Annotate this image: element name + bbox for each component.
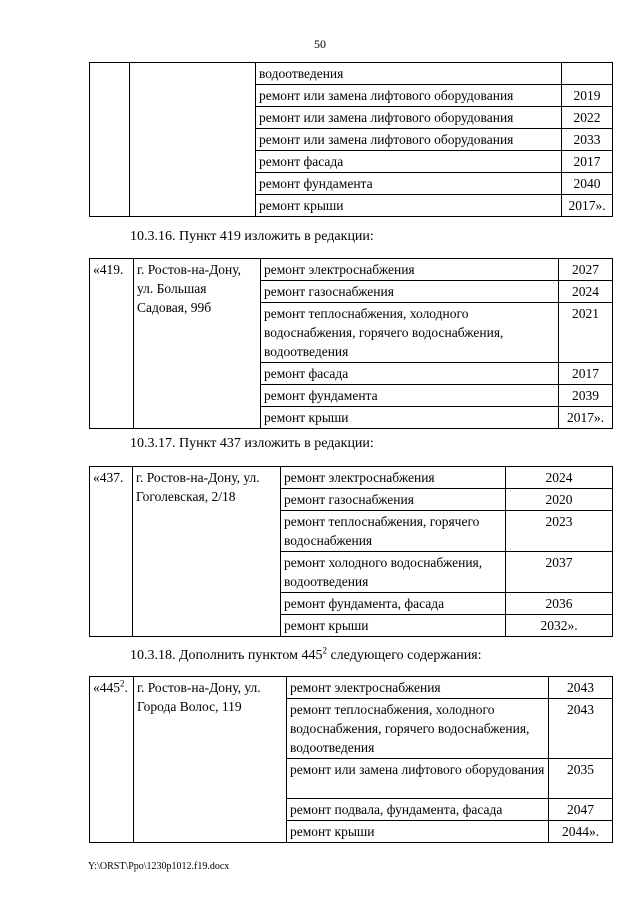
work-cell: ремонт фундамента <box>261 385 559 407</box>
work-cell: ремонт или замена лифтового оборудования <box>256 85 562 107</box>
work-cell: ремонт фасада <box>261 363 559 385</box>
work-cell: ремонт электроснабжения <box>261 259 559 281</box>
year-cell: 2021 <box>559 303 613 363</box>
work-cell: ремонт теплоснабжения, холодного водоснабжения, горячего водоснабжения, водоотведения <box>287 699 549 759</box>
item-number-text: «445 <box>93 680 120 695</box>
paragraph-10-3-17: 10.3.17. Пункт 437 изложить в редакции: <box>130 436 374 451</box>
work-cell: ремонт крыши <box>281 615 506 637</box>
work-cell: ремонт или замена лифтового оборудования <box>287 759 549 799</box>
work-cell: ремонт фасада <box>256 151 562 173</box>
year-cell: 2032». <box>506 615 613 637</box>
file-path-footer: Y:\ORST\Ppo\1230p1012.f19.docx <box>88 861 230 872</box>
address-cell <box>130 63 256 217</box>
item-number-tail: . <box>124 680 128 695</box>
year-cell <box>562 63 613 85</box>
num-cell <box>90 63 130 217</box>
item-number <box>90 677 134 843</box>
year-cell: 2043 <box>549 699 613 759</box>
work-cell: ремонт электроснабжения <box>281 467 506 489</box>
paragraph-text: 10.3.18. Дополнить пунктом 445 <box>130 648 323 663</box>
year-cell: 2023 <box>506 511 613 552</box>
work-cell: ремонт подвала, фундамента, фасада <box>287 799 549 821</box>
table-continuation <box>89 62 613 217</box>
year-cell: 2037 <box>506 552 613 593</box>
year-cell: 2040 <box>562 173 613 195</box>
year-cell: 2017». <box>559 407 613 429</box>
item-address: г. Ростов-на-Дону, ул. Гоголевская, 2/18 <box>133 467 281 637</box>
item-address: г. Ростов-на-Дону, ул. Большая Садовая, 99б <box>134 259 261 429</box>
work-cell: ремонт холодного водоснабжения, водоотведения <box>281 552 506 593</box>
year-cell: 2024 <box>559 281 613 303</box>
paragraph-tail: следующего содержания: <box>326 648 482 663</box>
item-number: «419. <box>90 259 134 429</box>
item-number: «437. <box>90 467 133 637</box>
work-cell: ремонт газоснабжения <box>261 281 559 303</box>
work-cell: ремонт электроснабжения <box>287 677 549 699</box>
work-cell: ремонт фундамента <box>256 173 562 195</box>
work-cell: ремонт теплоснабжения, холодного водоснабжения, горячего водоснабжения, водоотведения <box>261 303 559 363</box>
work-cell: ремонт крыши <box>261 407 559 429</box>
table-item-419 <box>89 258 613 429</box>
work-cell: ремонт или замена лифтового оборудования <box>256 129 562 151</box>
paragraph-10-3-18 <box>130 645 482 664</box>
item-address: г. Ростов-на-Дону, ул. Города Волос, 119 <box>134 677 287 843</box>
year-cell: 2027 <box>559 259 613 281</box>
table-item-437 <box>89 466 613 637</box>
year-cell: 2039 <box>559 385 613 407</box>
table-item-445-2 <box>89 676 613 843</box>
year-cell: 2044». <box>549 821 613 843</box>
year-cell: 2043 <box>549 677 613 699</box>
item-number-superscript: 2 <box>120 678 125 689</box>
work-cell: ремонт газоснабжения <box>281 489 506 511</box>
work-cell: ремонт или замена лифтового оборудования <box>256 107 562 129</box>
year-cell: 2033 <box>562 129 613 151</box>
year-cell: 2017». <box>562 195 613 217</box>
year-cell: 2020 <box>506 489 613 511</box>
year-cell: 2035 <box>549 759 613 799</box>
year-cell: 2024 <box>506 467 613 489</box>
year-cell: 2036 <box>506 593 613 615</box>
year-cell: 2017 <box>562 151 613 173</box>
work-cell: ремонт крыши <box>287 821 549 843</box>
work-cell: ремонт крыши <box>256 195 562 217</box>
paragraph-10-3-16: 10.3.16. Пункт 419 изложить в редакции: <box>130 229 374 244</box>
work-cell: ремонт теплоснабжения, горячего водоснабжения <box>281 511 506 552</box>
work-cell: ремонт фундамента, фасада <box>281 593 506 615</box>
year-cell: 2017 <box>559 363 613 385</box>
year-cell: 2047 <box>549 799 613 821</box>
year-cell: 2019 <box>562 85 613 107</box>
year-cell: 2022 <box>562 107 613 129</box>
superscript: 2 <box>322 645 327 656</box>
work-cell: водоотведения <box>256 63 562 85</box>
page-number: 50 <box>314 37 326 51</box>
